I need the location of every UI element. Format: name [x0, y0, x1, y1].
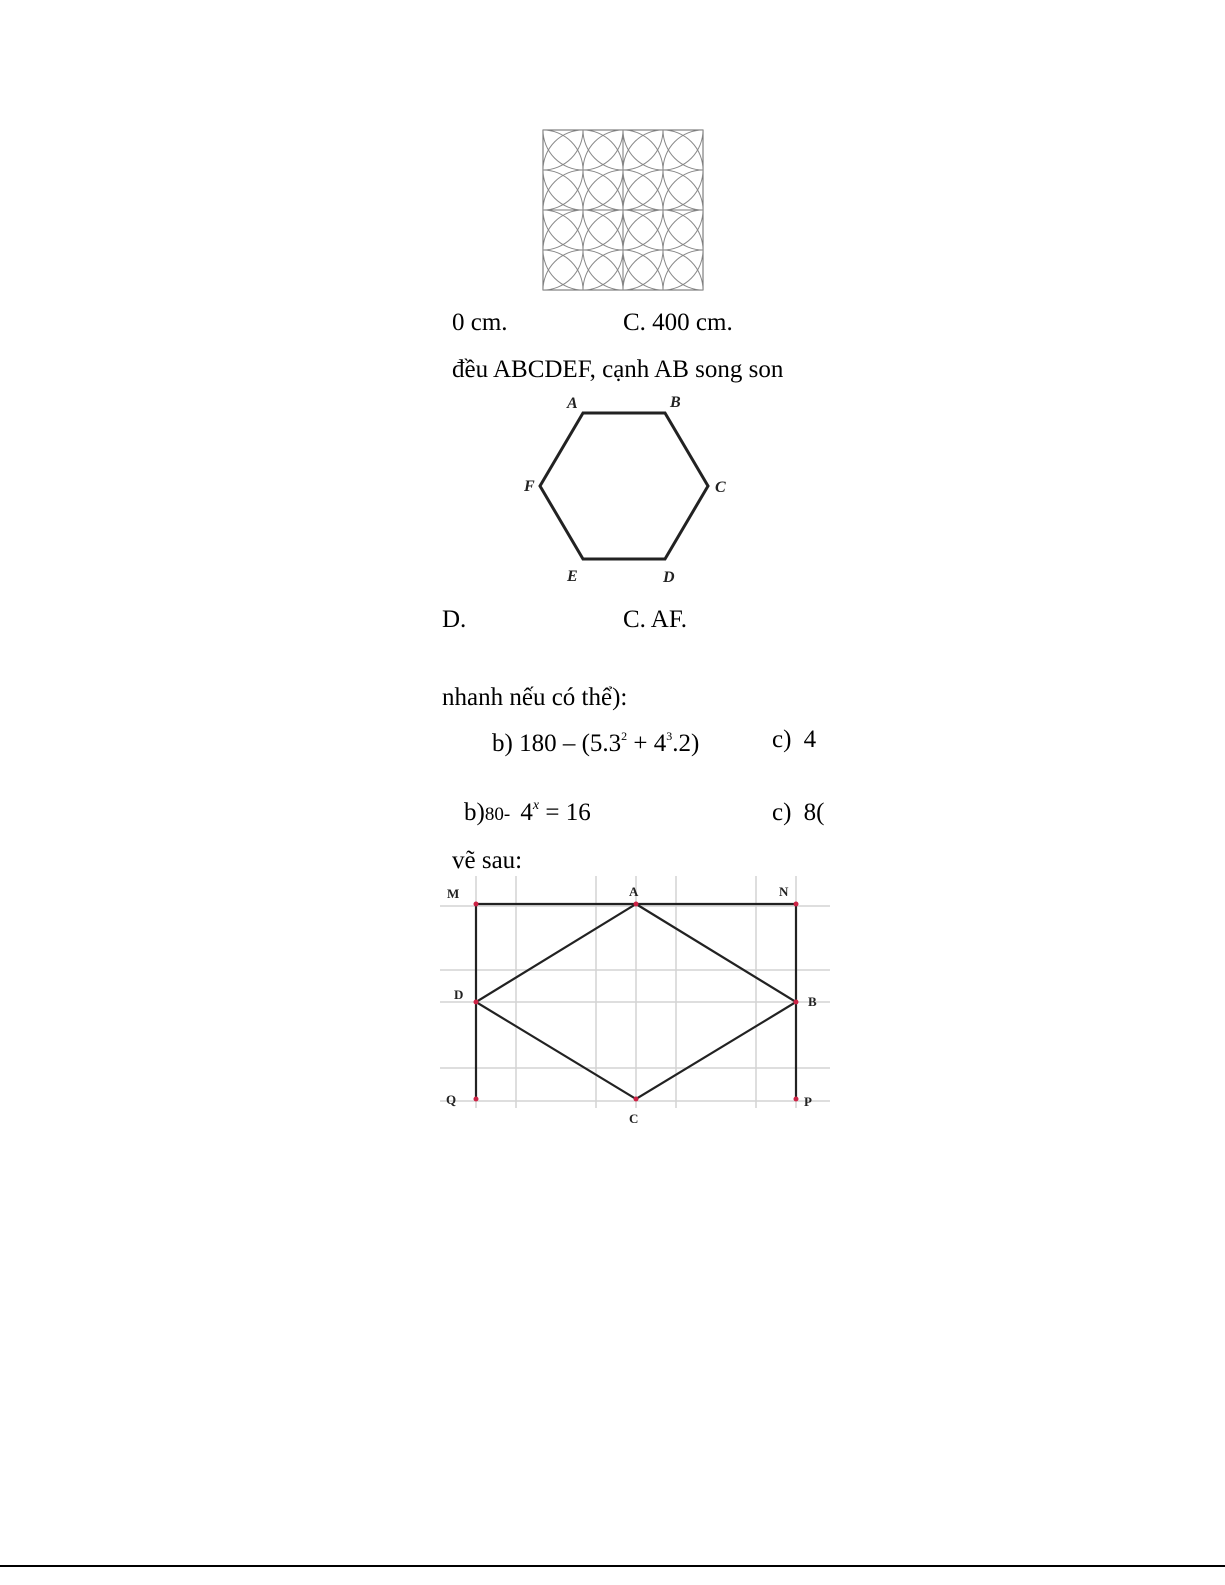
grid-label-m: M [447, 886, 460, 901]
grid-label-n: N [779, 884, 789, 899]
q1-option-c: C. 400 cm. [623, 309, 733, 336]
hexagon-label-b: B [670, 394, 681, 411]
find-x-b-small: 80- [484, 804, 511, 825]
find-x-c-value: 8( [803, 799, 825, 826]
hexagon-label-f: F [524, 478, 535, 495]
calc-c-value: 4 [803, 726, 817, 753]
q1-option-left: 0 cm. [452, 309, 508, 336]
calc-item-b [492, 728, 700, 757]
q2-option-c: C. AF. [623, 606, 688, 633]
figure-intro-text: vẽ sau: [452, 847, 523, 874]
hexagon-label-d: D [663, 569, 675, 586]
grid-label-q: Q [446, 1092, 457, 1107]
find-x-b-base: 4 [520, 799, 533, 826]
calc-b-exp1: 2 [621, 728, 628, 743]
flower-pattern-figure [541, 128, 705, 292]
find-x-item-c [772, 800, 825, 825]
page-bottom-rule [0, 1565, 1225, 1567]
hexagon-label-e: E [567, 568, 578, 585]
find-x-item-b [464, 797, 591, 826]
grid-rhombus-figure [440, 876, 830, 1126]
grid-label-c: C [629, 1111, 639, 1126]
hexagon-figure [515, 392, 745, 588]
grid-label-d: D [454, 987, 464, 1002]
find-x-b-prefix: b) [464, 799, 485, 826]
calc-b-expr-mid: + 4 [627, 730, 667, 757]
calc-instruction: nhanh nếu có thể): [442, 684, 628, 711]
grid-label-p: P [804, 1094, 812, 1109]
calc-b-expr-main: 180 – (5.3 [519, 730, 622, 757]
grid-label-a: A [629, 884, 639, 899]
calc-c-label: c) [772, 726, 792, 753]
calc-b-prefix: b) [492, 730, 513, 757]
q2-option-left: D. [442, 606, 467, 633]
find-x-b-exp: x [532, 797, 540, 813]
hexagon-label-c: C [715, 479, 726, 496]
find-x-c-label: c) [772, 799, 792, 826]
grid-label-b: B [808, 994, 817, 1009]
calc-item-c [772, 727, 816, 752]
hexagon-question-text: đều ABCDEF, cạnh AB song son [452, 356, 784, 383]
calc-b-expr-end: .2) [672, 730, 700, 757]
calc-b-exp2: 3 [666, 728, 673, 743]
find-x-b-rest: = 16 [539, 799, 591, 826]
hexagon-label-a: A [567, 395, 578, 412]
